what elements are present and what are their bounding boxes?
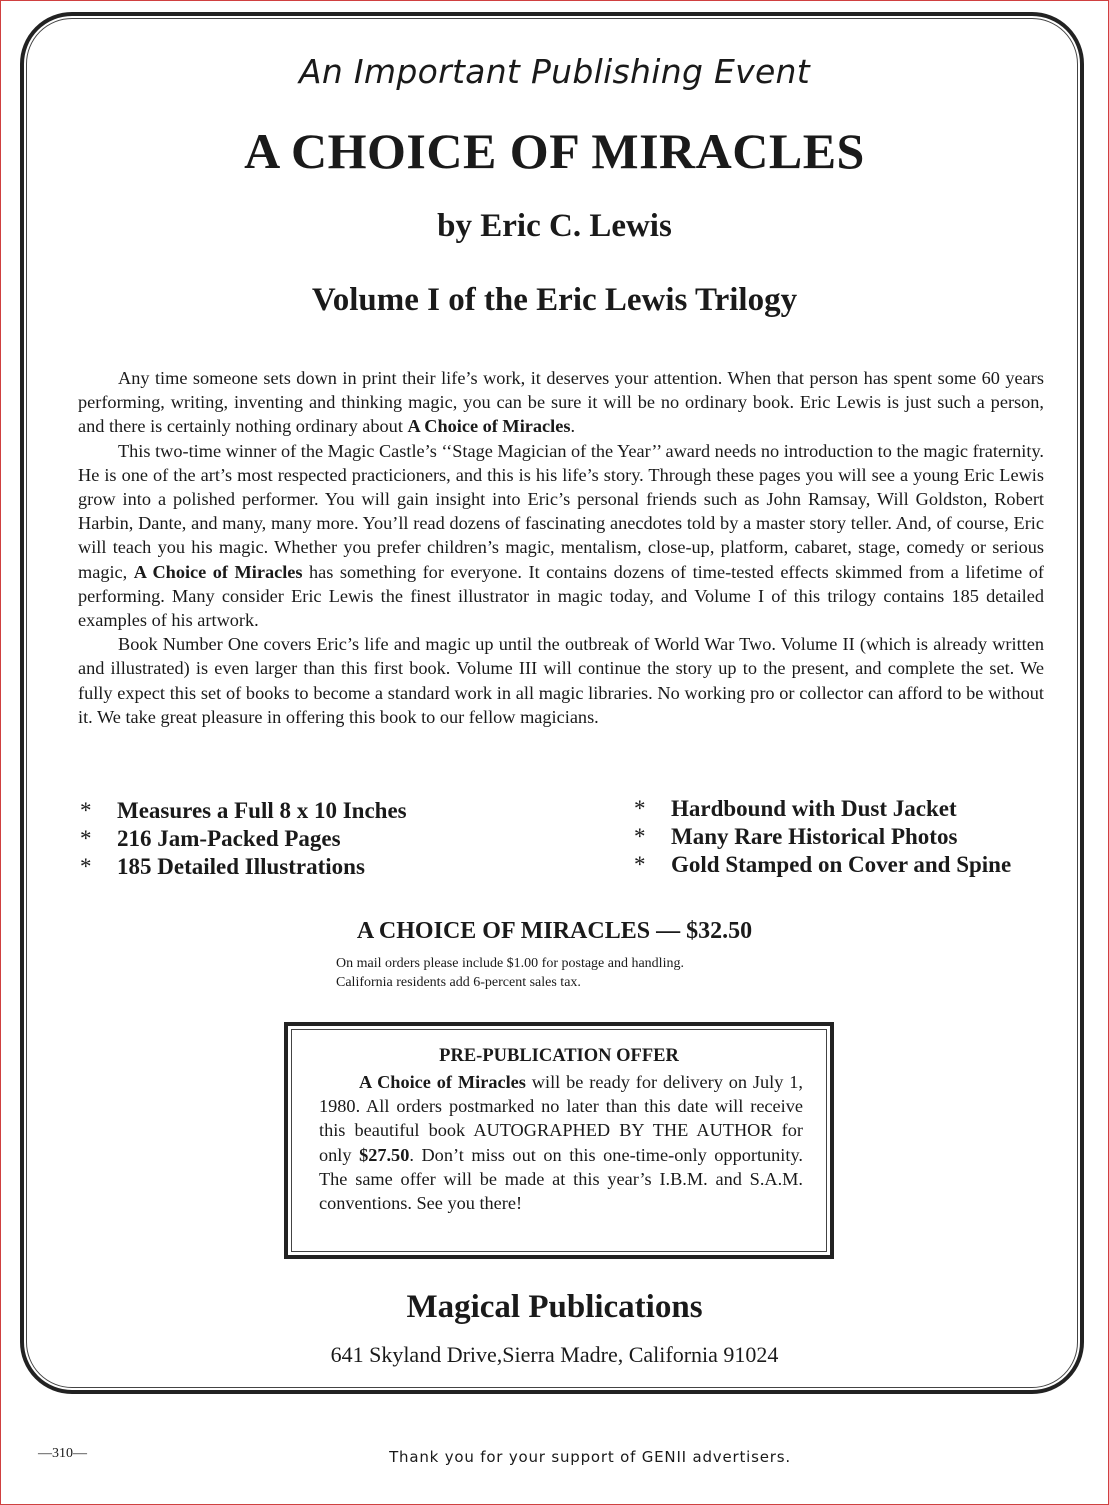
book-title-emphasis: A Choice of Miracles <box>133 561 303 582</box>
bullet: * <box>80 826 92 851</box>
ad-author: by Eric C. Lewis <box>437 208 672 244</box>
body-text <box>78 366 1044 729</box>
paragraph-2: This two-time winner of the Magic Castle’s ‘‘Stage Magician of the Year’’ award needs no introduction to the magic fraternity. He is one of the art’s most respected practicioners, and this is his life’s story. Through these pages you will see a young Eric Lewis grow into a polished performer. You will gain insight into Eric’s personal friends such as John Ramsay, Will Goldston, Robert Harbin, Dante, and many, many more. You’ll read dozens of fascinating anecdotes told by a master story teller. And, of course, Eric will teach you his magic. Whether you prefer children’s magic, mentalism, close-up, platform, cabaret, stage, comedy or serious magic, A Choice of Miracles has something for everyone. It contains dozens of time-tested effects skimmed from a lifetime of performing. Many consider Eric Lewis the finest illustrator in magic today, and Volume I of this trilogy contains 185 detailed examples of his artwork. <box>78 440 1044 631</box>
shipping-note-line: On mail orders please include $1.00 for postage and handling. <box>336 956 684 971</box>
feature-item: * Many Rare Historical Photos <box>634 824 958 849</box>
offer-title: PRE-PUBLICATION OFFER <box>439 1046 679 1066</box>
page-number: —310— <box>38 1446 87 1461</box>
feature-item: * Measures a Full 8 x 10 Inches <box>80 798 407 823</box>
feature-list-left <box>80 797 407 881</box>
feature-list-right <box>634 795 1011 879</box>
feature-item: * Hardbound with Dust Jacket <box>634 796 957 821</box>
bullet: * <box>634 824 646 849</box>
bullet: * <box>634 796 646 821</box>
page-footer: Thank you for your support of GENII advertisers. <box>389 1448 791 1466</box>
price-line: A CHOICE OF MIRACLES — $32.50 <box>356 918 753 944</box>
feature-item: * 185 Detailed Illustrations <box>80 854 365 879</box>
feature-item: * Gold Stamped on Cover and Spine <box>634 852 1012 877</box>
ad-kicker: An Important Publishing Event <box>298 52 811 91</box>
paragraph-1: Any time someone sets down in print their life’s work, it deserves your attention. When that person has spent some 60 years performing, writing, inventing and thinking magic, you can be sure it will be no ordinary book. Eric Lewis is just such a person, and there is certainly nothing ordinary about A Choice of Miracles. <box>78 368 1044 437</box>
ad-title: A CHOICE OF MIRACLES <box>244 123 865 179</box>
publisher-address: 641 Skyland Drive,Sierra Madre, California 91024 <box>330 1342 779 1367</box>
offer-text: A Choice of Miracles will be ready for delivery on July 1, 1980. All orders postmarked no later than this date will receive this beautiful book AUTOGRAPHED BY THE AUTHOR for only $27.50. Don’t miss out on this one-time-only opportunity. The same offer will be made at this year’s I.B.M. and S.A.M. conventions. See you there! <box>319 1072 803 1214</box>
book-title-emphasis: A Choice of Miracles <box>407 416 571 437</box>
feature-item: * 216 Jam-Packed Pages <box>80 826 341 851</box>
publisher-name: Magical Publications <box>406 1289 703 1325</box>
paragraph-3: Book Number One covers Eric’s life and magic up until the outbreak of World War Two. Volume II (which is already written and illustrated) is even larger than this first book. Volume III will continue the story up to the present, and complete the set. We fully expect this set of books to become a standard work in all magic libraries. No working pro or collector can afford to be without it. We take great pleasure in offering this book to our fellow magicians. <box>78 634 1044 727</box>
shipping-note <box>336 955 806 992</box>
bullet: * <box>80 798 92 823</box>
offer-price: $27.50 <box>359 1144 410 1165</box>
ad-volume: Volume I of the Eric Lewis Trilogy <box>311 282 798 318</box>
bullet: * <box>634 852 646 877</box>
tax-note-line: California residents add 6-percent sales tax. <box>336 974 581 990</box>
bullet: * <box>80 854 92 879</box>
offer-book-title: A Choice of Miracles <box>359 1072 526 1092</box>
